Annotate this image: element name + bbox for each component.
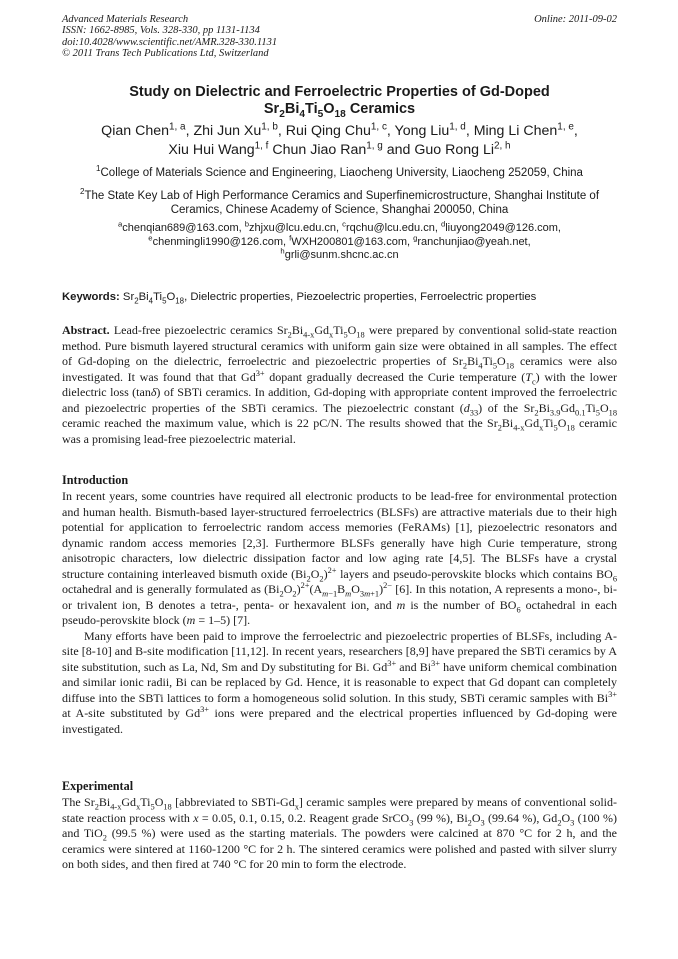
author-list: Qian Chen$^{1, a}$, Zhi Jun Xu$^{1, b}$, Rui Qing Chu$^{1, c}$, Yong Liu$^{1, d}$, Ming Li Chen$^{1, e}$, Xiu Hui Wang$^{1, f}$ Chun Jiao Ran$^{1, g}$ and Guo Rong Li$^{2, h}$: [101, 121, 578, 158]
journal-issn: ISSN: 1662-8985, Vols. 328-330, pp 1131-1134: [62, 25, 260, 37]
abstract-text: Lead-free piezoelectric ceramics $Sr_2Bi_{4-x}Gd_xTi_5O_{18}$ were prepared by conventional solid-state reaction method. Pure bismuth layered structural ceramics with uniform gain size were obtained in all samples. The effect of Gd-doping on the dielectric, ferroelectric and piezoelectric properties of $Sr_2Bi_4Ti_5O_{18}$ ceramics were also investigated. It was found that that $Gd^{3+}$ dopant gradually decreased the Curie temperature $(T_c)$ with the lower dielectric loss (tanδ) of SBTi ceramics. In addition, Gd-doping with appropriate content improved the ferroelectric and piezoelectric properties of the SBTi ceramics. The piezoelectric constant $(d_{33})$ of the $Sr_2Bi_{3.9}Gd_{0.1}Ti_5O_{18}$ ceramic reached the maximum value, which is 22 pC/N. The results showed that the $Sr_2Bi_{4-x}Gd_xTi_5O_{18}$ ceramic was a promising lead-free piezoelectric material.: [62, 323, 618, 446]
introduction-paragraph-2: Many efforts have been paid to improve the ferroelectric and piezoelectric properties of BLSFs, including A-site [8-10] and B-site modification [11,12]. In recent years, researchers [8,9] have prepared the SBTi ceramics by A site substitution, such as La, Nd, Sm and Dy substituting for Bi. $Gd^{3+}$ and $Bi^{3+}$ have uniform chemical combination and similar ionic radii, Bi can be replaced by Gd. Hence, it is reasonable to expect that Gd dopant can completely diffuse into the SBTi lattices to form a homogeneous solid solution. In this study, SBTi ceramic samples with $Bi^{3+}$ at A-site substituted by $Gd^{3+}$ ions were prepared and the electrical properties influenced by Gd-doping were investigated.: [62, 628, 617, 736]
online-date: Online: 2011-09-02: [534, 14, 617, 25]
experimental-body: [62, 795, 617, 873]
affiliation-1: $^1$College of Materials Science and Engineering, Liaocheng University, Liaocheng 252059, China: [96, 164, 583, 179]
introduction-heading: Introduction: [62, 473, 129, 487]
introduction-paragraph-1: In recent years, some countries have required all electronic products to be lead-free for environmental protection and human health. Bismuth-based layer-structured ferroelectrics (BLSFs) are attractive materials due to their high potential for application to ferroelectric random access memories (FeRAMs) [1], piezoelectric resonators and dynamic random access memories [2,3]. Furthermore BLSFs generally have high Curie temperature, strong anisotropic characters, low dielectric dissipation factor and low aging rate [4,5]. The BLSFs have a crystal structure containing interleaved bismuth oxide $(Bi_2O_2)^{2+}$ layers and pseudo-perovskite blocks which contains $BO_6$ octahedral and is generally formulated as $(Bi_2O_2)^{2+}(A_{m-1}B_mO_{3m+1})^{2-}$ [6]. In this notation, A represents a mono-, bi- or trivalent ion, B denotes a tetra-, penta- or hexavalent ion, and m is the number of $BO_6$ octahedral in each pseudo-perovskite block (m = 1–5) [7].: [62, 489, 618, 627]
title-line-1: Study on Dielectric and Ferroelectric Properties of Gd-Doped: [129, 84, 550, 100]
author-emails: $^a$chenqian689@163.com, $^b$zhjxu@lcu.edu.cn, $^c$rqchu@lcu.edu.cn, $^d$liuyong2049@126.com, $^e$chenmingli1990@126.com, $^f$WXH200801@163.com, $^g$ranchunjiao@yeah.net, $^h$grli@sunm.shcnc.ac.cn: [118, 219, 561, 262]
title-line-2: [62, 101, 617, 118]
title-tail: Ceramics: [349, 101, 416, 117]
keywords: [62, 290, 617, 304]
journal-doi: doi:10.4028/www.scientific.net/AMR.328-330.1131: [62, 36, 278, 48]
journal-name: Advanced Materials Research: [62, 14, 189, 25]
paper-title: [62, 84, 617, 118]
journal-header: [62, 14, 617, 59]
journal-copyright: © 2011 Trans Tech Publications Ltd, Switzerland: [62, 47, 269, 59]
abstract-label: Abstract.: [62, 323, 110, 337]
experimental-heading: Experimental: [62, 779, 134, 793]
title-formula: $Sr_2Bi_4Ti_5O_{18}$: [263, 101, 346, 120]
experimental-paragraph-1: The $Sr_2Bi_{4-x}Gd_xTi_5O_{18}$ [abbreviated to SBTi-$Gd_x$] ceramic samples were prepared by means of conventional solid-state reaction process with x = 0.05, 0.1, 0.15, 0.2. Reagent grade SrCO$_3$ (99 %), $Bi_2O_3$ (99.64 %), $Gd_2O_3$ (100 %) and TiO$_2$ (99.5 %) were used as the starting materials. The powders were calcined at 870 °C for 2 h, and the ceramics were sintered at 1160-1200 °C for 2 h. The sintered ceramics were polished and pasted with silver slurry on both sides, and then fired at 740 °C for 20 min to form the electrode.: [62, 795, 617, 871]
affiliation-2: $^2$The State Key Lab of High Performance Ceramics and Superfinemicrostructure, Shanghai Institute of Ceramics, Chinese Academy of Science, Shanghai 200050, China: [79, 187, 600, 216]
keywords-label: Keywords:: [62, 291, 120, 303]
abstract: [62, 323, 617, 447]
keywords-text: $Sr_2Bi_4Ti_5O_{18}$, Dielectric properties, Piezoelectric properties, Ferroelectric properties: [122, 291, 537, 306]
introduction-body: [62, 489, 617, 737]
